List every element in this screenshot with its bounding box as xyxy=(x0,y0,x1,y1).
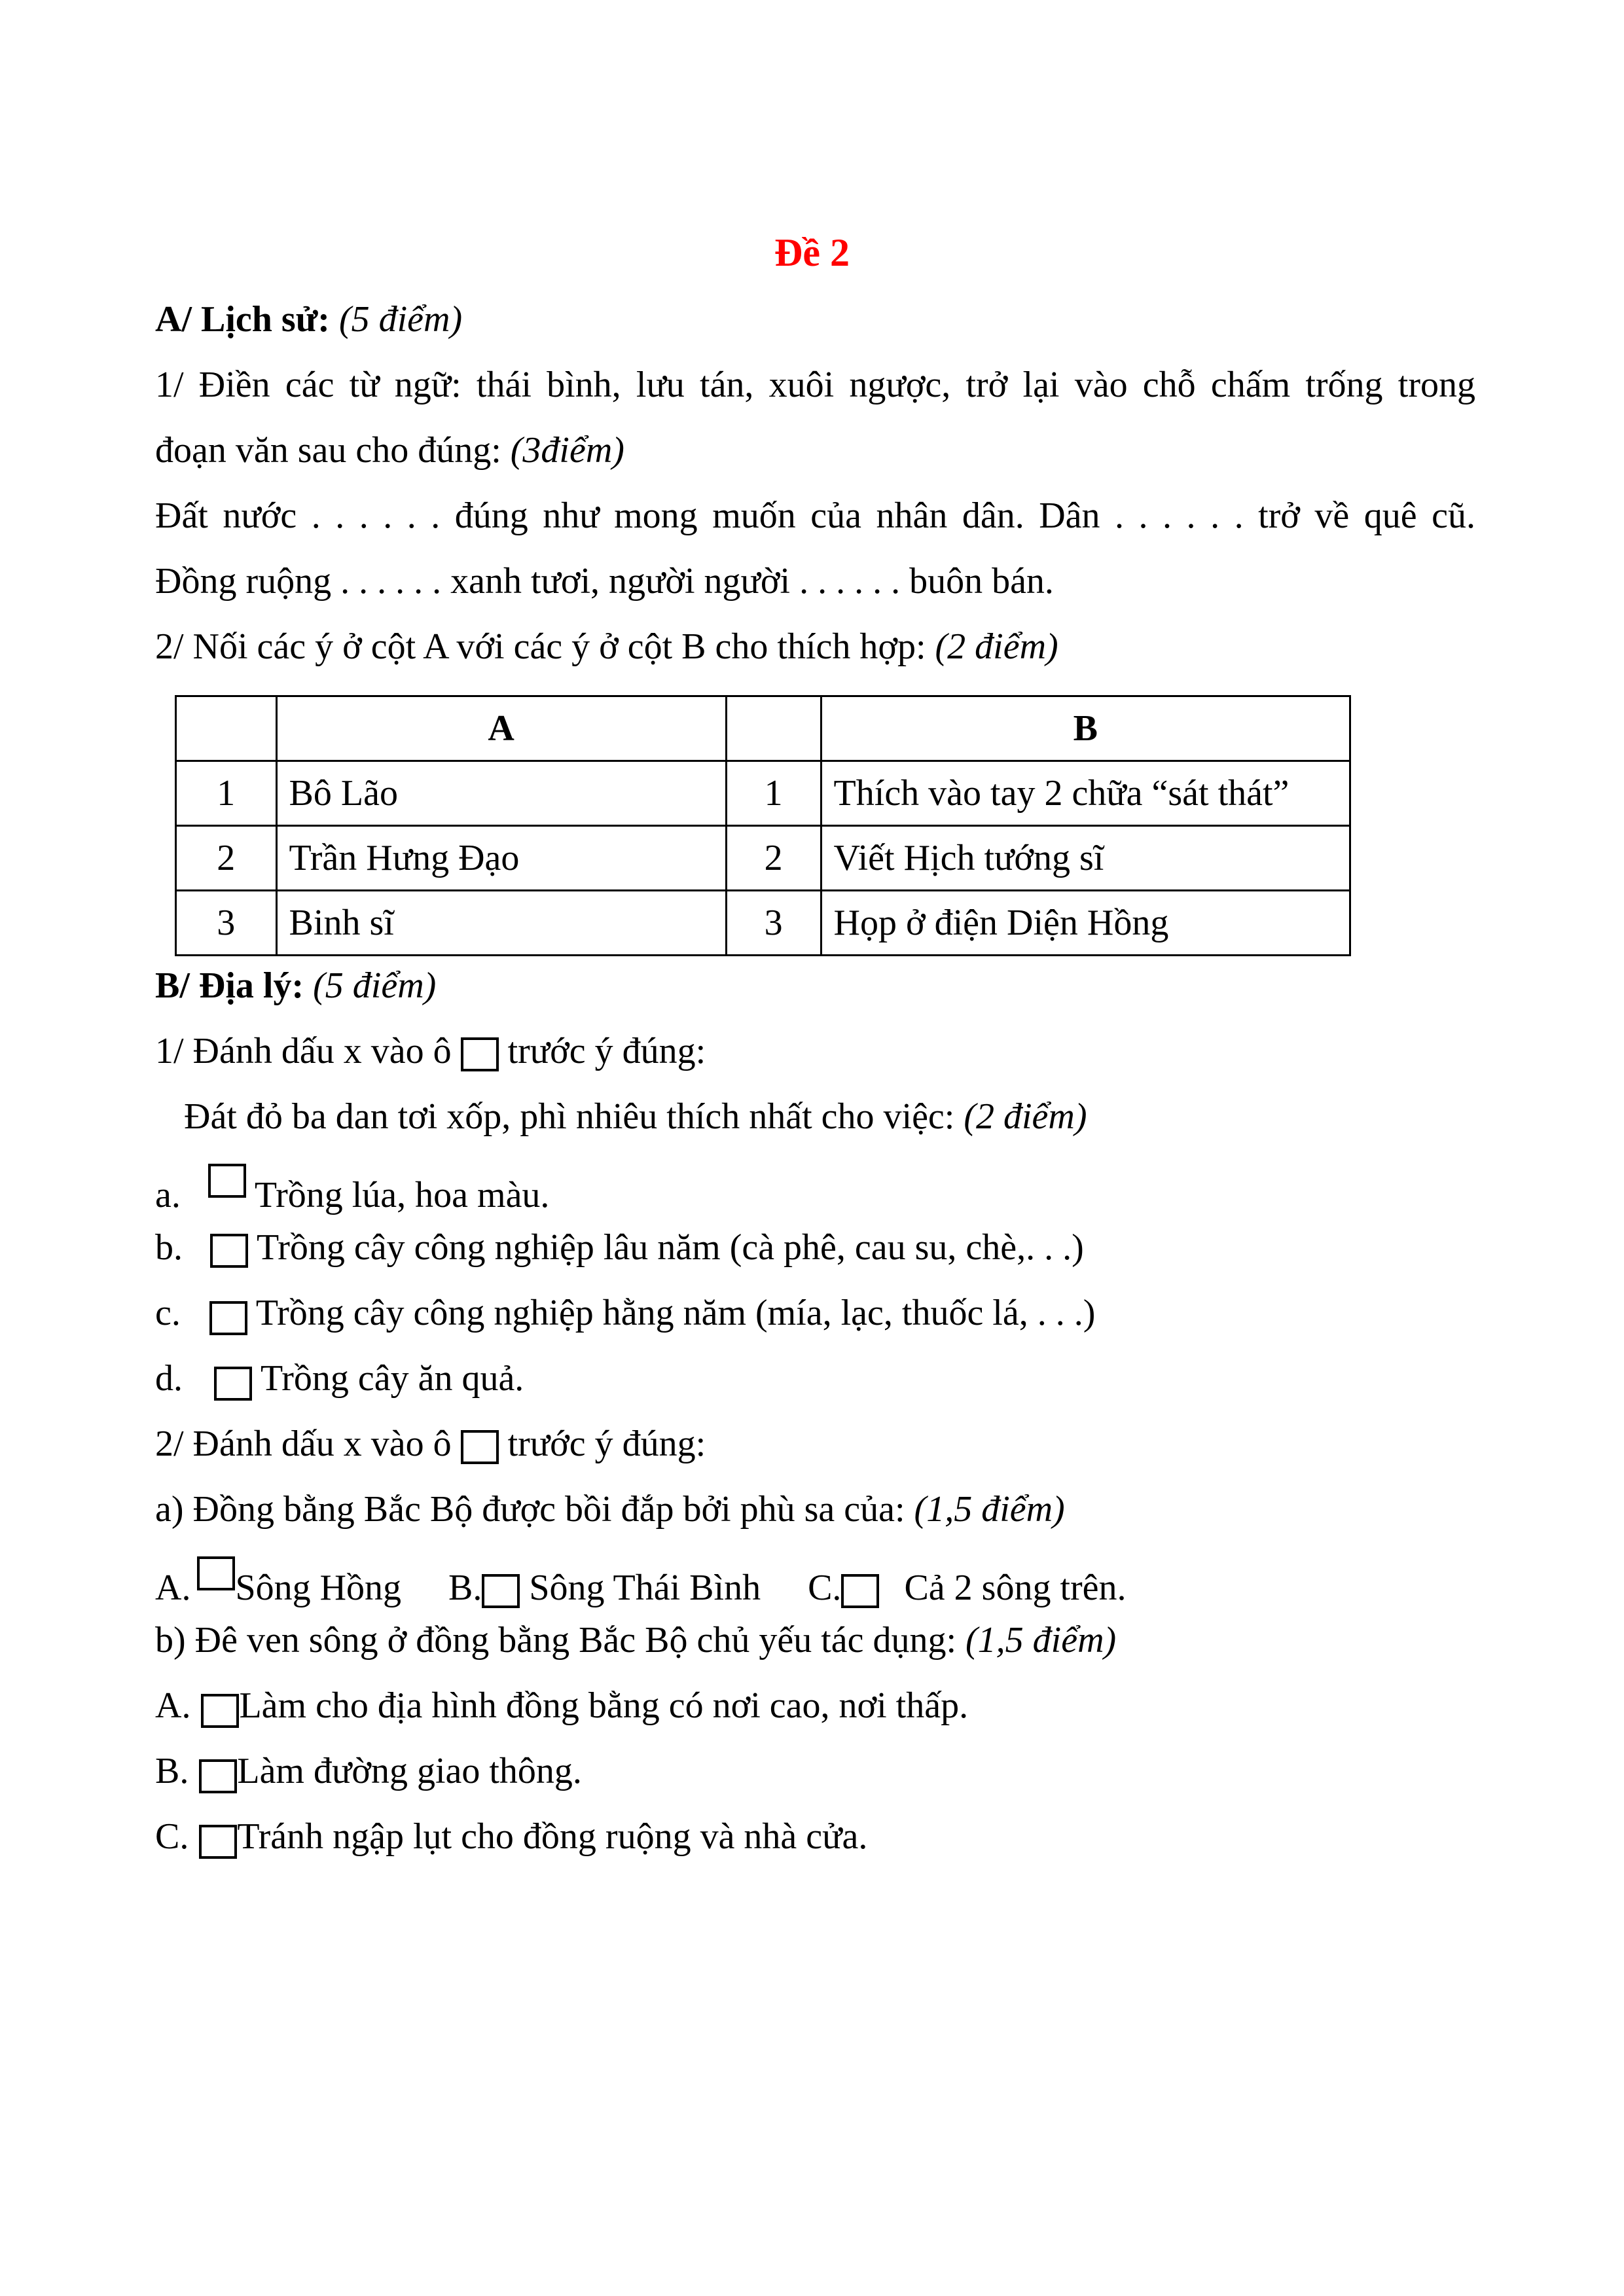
b-q2a-options xyxy=(155,1556,1127,1608)
b-q1-points: (2 điểm) xyxy=(964,1096,1087,1137)
b-q2b-question: b) Đê ven sông ở đồng bằng Bắc Bộ chủ yếu tác dụng: xyxy=(155,1620,957,1660)
option-text: Tránh ngập lụt cho đồng ruộng và nhà cửa. xyxy=(237,1816,868,1857)
answer-checkbox[interactable] xyxy=(199,1759,237,1793)
page-title: Đề 2 xyxy=(774,231,850,274)
table-header-a: A xyxy=(276,696,726,761)
option-letter: C. xyxy=(808,1568,842,1608)
option-text: Trồng cây ăn quả. xyxy=(261,1358,524,1399)
b-q1-instr-pre: 1/ Đánh dấu x vào ô xyxy=(155,1031,452,1071)
a-q1-line1: 1/ Điền các từ ngữ: thái bình, lưu tán, xuôi ngược, trở lại vào chỗ chấm trống trong xyxy=(155,365,1475,405)
b-q2a-points: (1,5 điểm) xyxy=(914,1489,1065,1530)
answer-checkbox[interactable] xyxy=(197,1556,235,1590)
option-text: Cả 2 sông trên. xyxy=(904,1568,1127,1608)
row-num-b: 2 xyxy=(726,826,821,891)
option-letter: d. xyxy=(155,1358,183,1399)
a-q1-line2-text: đoạn văn sau cho đúng: xyxy=(155,430,501,471)
b-q1-instruction xyxy=(155,1033,706,1071)
b-q2a-question: a) Đồng bằng Bắc Bộ được bồi đắp bởi phù sa của: xyxy=(155,1489,905,1530)
b-q1-option-c xyxy=(155,1295,1095,1335)
option-text: Sông Hồng xyxy=(235,1568,402,1608)
row-item-b: Viết Hịch tướng sĩ xyxy=(821,826,1350,891)
a-q1-line2 xyxy=(155,432,624,469)
row-num-a: 2 xyxy=(176,826,277,891)
b-q2b-option-c xyxy=(155,1818,867,1859)
table-header-row xyxy=(176,696,1350,761)
a-q1-passage-line2: Đồng ruộng . . . . . . xanh tươi, người người . . . . . . buôn bán. xyxy=(155,561,1054,601)
table-row xyxy=(176,761,1350,826)
b-q1-option-d xyxy=(155,1360,524,1401)
option-letter: A. xyxy=(155,1685,191,1726)
b-q2b-question-line xyxy=(155,1622,1116,1659)
option-letter: B. xyxy=(155,1751,189,1791)
option-text: Trồng lúa, hoa màu. xyxy=(254,1175,550,1215)
b-q2-instr-pre: 2/ Đánh dấu x vào ô xyxy=(155,1424,452,1464)
row-item-b: Họp ở điện Diện Hồng xyxy=(821,891,1350,956)
answer-checkbox[interactable] xyxy=(841,1574,879,1608)
b-q1-question-line xyxy=(184,1098,1087,1135)
row-num-a: 3 xyxy=(176,891,277,956)
a-q2-line xyxy=(155,628,1058,665)
option-letter: B. xyxy=(448,1568,482,1608)
section-a-points: (5 điểm) xyxy=(338,299,463,340)
b-q2b-option-b xyxy=(155,1753,582,1793)
b-q1-instr-post: trước ý đúng: xyxy=(507,1031,706,1071)
row-item-a: Trần Hưng Đạo xyxy=(276,826,726,891)
section-b-points: (5 điểm) xyxy=(313,965,437,1006)
answer-checkbox[interactable] xyxy=(482,1574,520,1608)
section-b-heading-line xyxy=(155,967,436,1004)
option-text: Làm đường giao thông. xyxy=(237,1751,582,1791)
answer-checkbox[interactable] xyxy=(209,1301,247,1335)
section-b-heading: B/ Địa lý: xyxy=(155,965,304,1006)
answer-checkbox[interactable] xyxy=(210,1234,248,1268)
b-q2-instr-post: trước ý đúng: xyxy=(507,1424,706,1464)
option-text: Sông Thái Bình xyxy=(529,1568,761,1608)
row-num-a: 1 xyxy=(176,761,277,826)
a-q1-points: (3điểm) xyxy=(510,430,624,471)
matching-table xyxy=(175,695,1351,956)
table-row xyxy=(176,826,1350,891)
b-q1-question: Đát đỏ ba dan tơi xốp, phì nhiêu thích nhất cho việc: xyxy=(184,1096,955,1137)
option-letter: b. xyxy=(155,1227,183,1268)
table-header-blank xyxy=(726,696,821,761)
table-row xyxy=(176,891,1350,956)
b-q2a-question-line xyxy=(155,1491,1065,1528)
option-text: Trồng cây công nghiệp lâu năm (cà phê, cau su, chè,. . .) xyxy=(257,1227,1084,1268)
section-a-heading-line xyxy=(155,301,462,338)
row-item-b: Thích vào tay 2 chữa “sát thát” xyxy=(821,761,1350,826)
answer-checkbox[interactable] xyxy=(208,1164,246,1198)
b-q2b-option-a xyxy=(155,1687,968,1728)
option-letter: A. xyxy=(155,1568,191,1608)
a-q2-points: (2 điểm) xyxy=(935,626,1058,667)
table-header-blank xyxy=(176,696,277,761)
b-q1-option-a xyxy=(155,1164,549,1213)
table-header-b: B xyxy=(821,696,1350,761)
b-q2-instruction xyxy=(155,1426,706,1464)
b-q2b-points: (1,5 điểm) xyxy=(965,1620,1117,1660)
row-num-b: 1 xyxy=(726,761,821,826)
checkbox-sample xyxy=(461,1430,499,1464)
b-q1-option-b xyxy=(155,1229,1084,1268)
answer-checkbox[interactable] xyxy=(214,1367,252,1401)
option-letter: a. xyxy=(155,1175,181,1215)
option-letter: C. xyxy=(155,1816,189,1857)
checkbox-sample xyxy=(461,1037,499,1071)
a-q1-passage-line1: Đất nước . . . . . . đúng như mong muốn của nhân dân. Dân . . . . . . trở về quê cũ. xyxy=(155,495,1475,536)
row-num-b: 3 xyxy=(726,891,821,956)
row-item-a: Bô Lão xyxy=(276,761,726,826)
answer-checkbox[interactable] xyxy=(201,1694,239,1728)
option-text: Trồng cây công nghiệp hằng năm (mía, lạc, thuốc lá, . . .) xyxy=(255,1293,1096,1333)
row-item-a: Binh sĩ xyxy=(276,891,726,956)
section-a-heading: A/ Lịch sử: xyxy=(155,299,330,340)
a-q2-text: 2/ Nối các ý ở cột A với các ý ở cột B cho thích hợp: xyxy=(155,626,926,667)
answer-checkbox[interactable] xyxy=(199,1825,237,1859)
option-letter: c. xyxy=(155,1293,181,1333)
option-text: Làm cho địa hình đồng bằng có nơi cao, nơi thấp. xyxy=(239,1685,969,1726)
